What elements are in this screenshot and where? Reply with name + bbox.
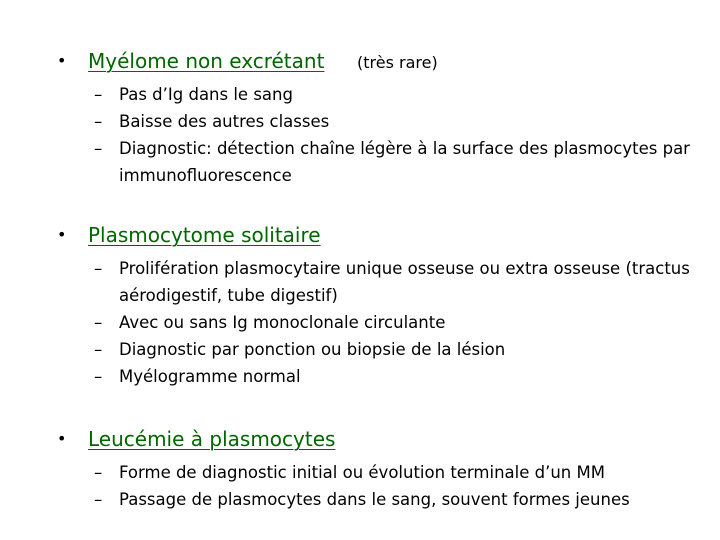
dash-icon: – (94, 463, 103, 482)
section-title: Leucémie à plasmocytes (88, 427, 336, 451)
list-item-text: Avec ou sans Ig monoclonale circulante (119, 313, 446, 332)
section-heading-row (0, 426, 720, 456)
list-item-text: Pas d’Ig dans le sang (119, 85, 293, 104)
section-myelome-non-excretant (0, 48, 720, 189)
section-title: Plasmocytome solitaire (88, 223, 321, 247)
list-item-text: Prolifération plasmocytaire unique osseuse ou extra osseuse (tractus aérodigestif, tube digestif) (119, 259, 690, 305)
dash-icon: – (94, 112, 103, 131)
dash-icon: – (94, 259, 103, 278)
list-item-text: Baisse des autres classes (119, 112, 330, 131)
list-item-text: Forme de diagnostic initial ou évolution terminale d’un MM (119, 463, 605, 482)
dash-icon: – (94, 367, 103, 386)
dash-icon: – (94, 139, 103, 158)
list-item (0, 108, 720, 135)
section-plasmocytome-solitaire (0, 222, 720, 390)
list-item (0, 459, 720, 486)
list-item-text: Diagnostic: détection chaîne légère à la surface des plasmocytes par immunofluorescence (119, 139, 690, 185)
bullet-icon: • (57, 51, 67, 70)
section-note: (très rare) (357, 53, 438, 72)
list-item (0, 486, 720, 513)
dash-icon: – (94, 490, 103, 509)
dash-icon: – (94, 313, 103, 332)
list-item-text: Passage de plasmocytes dans le sang, souvent formes jeunes (119, 490, 630, 509)
list-item (0, 255, 720, 309)
section-heading-row (0, 48, 720, 78)
section-leucemie-a-plasmocytes (0, 426, 720, 513)
sub-item-list (0, 459, 720, 513)
list-item-text: Diagnostic par ponction ou biopsie de la lésion (119, 340, 506, 359)
section-heading-row (0, 222, 720, 252)
dash-icon: – (94, 85, 103, 104)
list-item (0, 81, 720, 108)
sub-item-list (0, 81, 720, 189)
sub-item-list (0, 255, 720, 390)
bullet-icon: • (57, 429, 67, 448)
section-title: Myélome non excrétant (88, 49, 325, 73)
list-item (0, 135, 720, 189)
bullet-icon: • (57, 225, 67, 244)
list-item-text: Myélogramme normal (119, 367, 301, 386)
dash-icon: – (94, 340, 103, 359)
list-item (0, 336, 720, 363)
list-item (0, 363, 720, 390)
list-item (0, 309, 720, 336)
